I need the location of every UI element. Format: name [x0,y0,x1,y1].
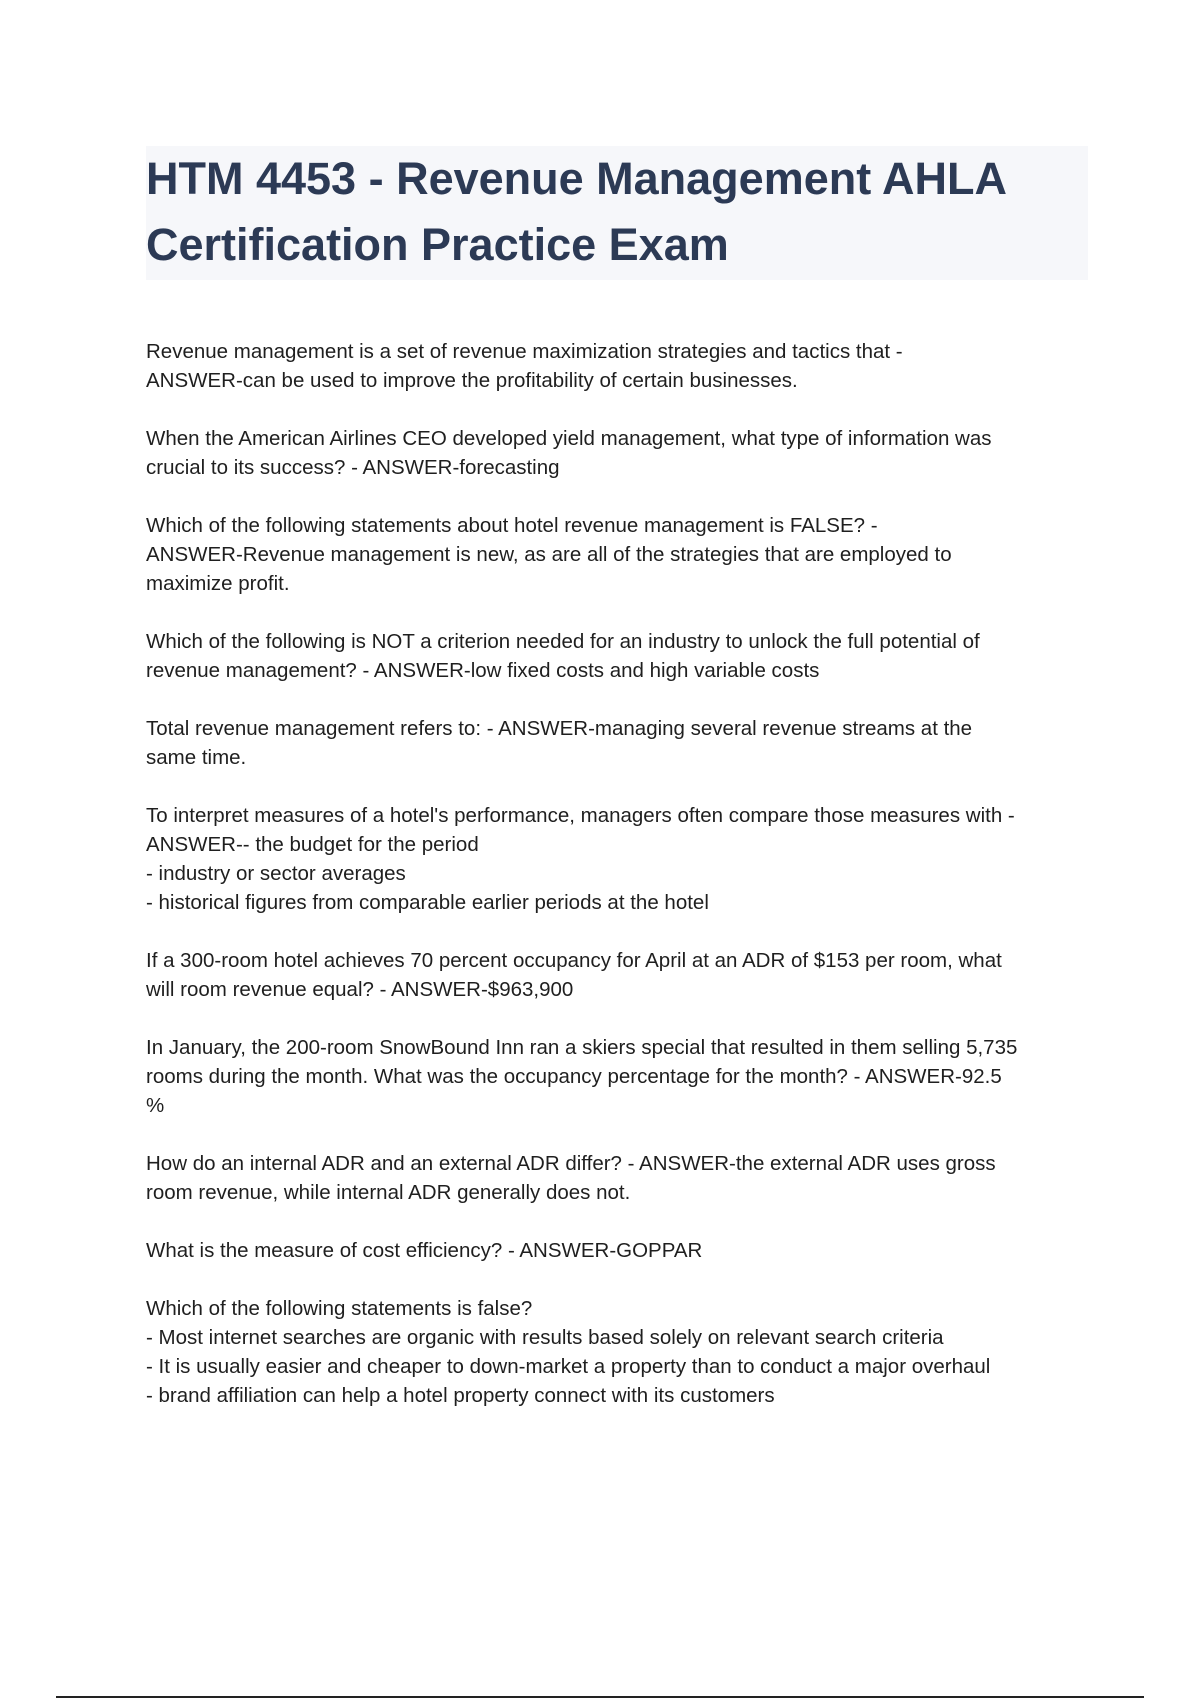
qa-item [146,714,1096,772]
qa-line: Revenue management is a set of revenue maximization strategies and tactics that - [146,340,903,363]
qa-line: When the American Airlines CEO developed yield management, what type of information was [146,427,992,450]
title-block [146,146,1088,280]
qa-line: Total revenue management refers to: - ANSWER-managing several revenue streams at the [146,717,973,740]
qa-line: In January, the 200-room SnowBound Inn ran a skiers special that resulted in them selling 5,735 [146,1036,1018,1059]
qa-line: ANSWER-can be used to improve the profitability of certain businesses. [146,369,798,392]
qa-line: Which of the following statements is false? [146,1297,533,1320]
qa-line: Which of the following is NOT a criterion needed for an industry to unlock the full potential of [146,630,980,653]
qa-line: crucial to its success? - ANSWER-forecasting [146,456,560,479]
qa-item [146,801,1096,917]
qa-item [146,1294,1096,1410]
page-title: HTM 4453 - Revenue Management AHLA Certification Practice Exam [146,153,1006,270]
qa-line: rooms during the month. What was the occupancy percentage for the month? - ANSWER-92.5 [146,1065,1002,1088]
qa-line: - brand affiliation can help a hotel property connect with its customers [146,1384,775,1407]
qa-item [146,1236,1096,1265]
qa-item [146,946,1096,1004]
qa-line: How do an internal ADR and an external ADR differ? - ANSWER-the external ADR uses gross [146,1152,996,1175]
qa-item [146,1033,1096,1120]
qa-line: - It is usually easier and cheaper to down-market a property than to conduct a major overhaul [146,1355,991,1378]
qa-line: Which of the following statements about hotel revenue management is FALSE? - [146,514,878,537]
qa-line: same time. [146,746,247,769]
qa-line: ANSWER-Revenue management is new, as are all of the strategies that are employed to [146,543,952,566]
qa-line: will room revenue equal? - ANSWER-$963,900 [146,978,574,1001]
qa-line: % [146,1094,165,1117]
qa-line: maximize profit. [146,572,290,595]
qa-item [146,1149,1096,1207]
qa-line: - historical figures from comparable earlier periods at the hotel [146,891,709,914]
qa-line: - Most internet searches are organic with results based solely on relevant search criteria [146,1326,944,1349]
qa-line: What is the measure of cost efficiency? - ANSWER-GOPPAR [146,1239,703,1262]
qa-line: room revenue, while internal ADR generally does not. [146,1181,631,1204]
qa-line: revenue management? - ANSWER-low fixed costs and high variable costs [146,659,820,682]
qa-line: To interpret measures of a hotel's performance, managers often compare those measures with - [146,804,1015,827]
qa-item [146,424,1096,482]
qa-list [146,337,1096,1439]
qa-line: - industry or sector averages [146,862,406,885]
bottom-divider [56,1696,1144,1698]
qa-line: If a 300-room hotel achieves 70 percent occupancy for April at an ADR of $153 per room, what [146,949,1002,972]
qa-line: ANSWER-- the budget for the period [146,833,479,856]
qa-item [146,511,1096,598]
qa-item [146,337,1096,395]
qa-item [146,627,1096,685]
